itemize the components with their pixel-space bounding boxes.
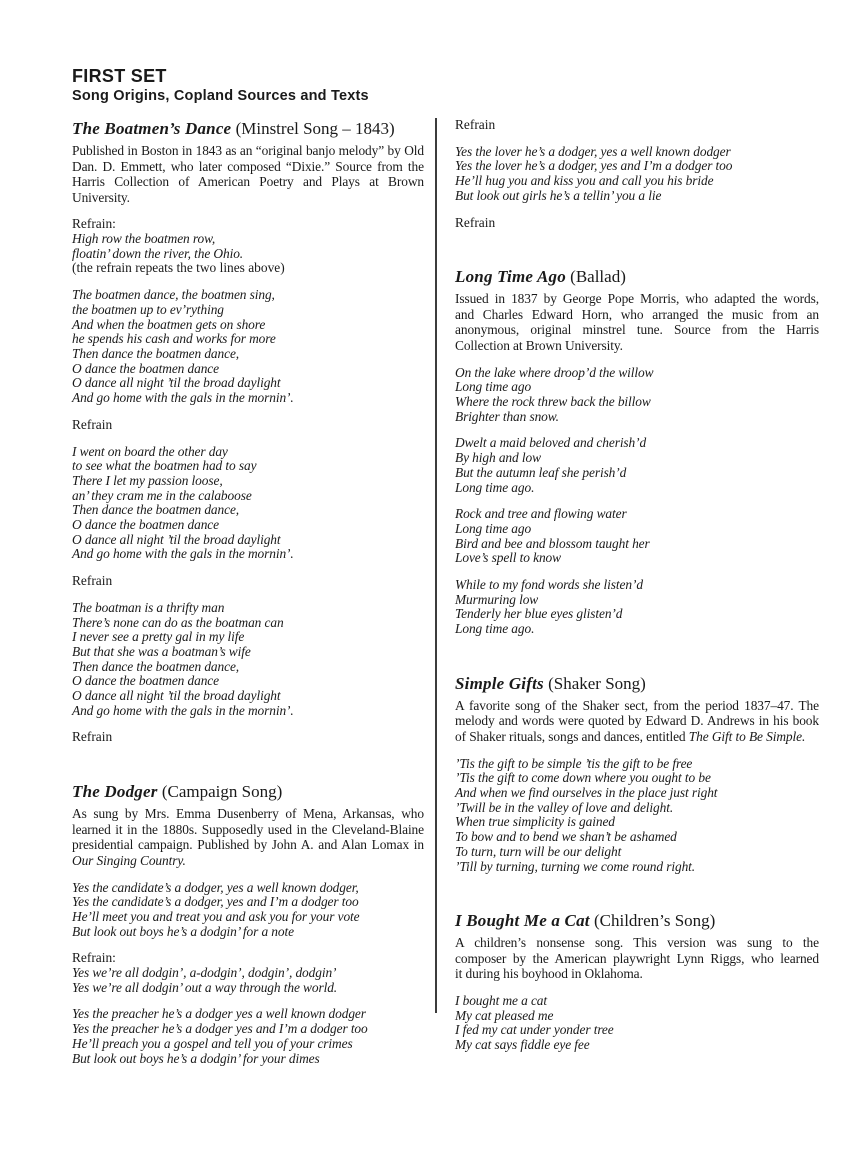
lyric-line: O dance the boatmen dance xyxy=(72,673,219,689)
lyric-stanza xyxy=(72,288,424,406)
source-note-line xyxy=(455,291,819,307)
lyric-line: Rock and tree and flowing water xyxy=(455,506,627,522)
lyric-line: Then dance the boatmen dance, xyxy=(72,346,240,361)
text-run: presidential campaign. Published by John A. and Alan Lomax in xyxy=(72,837,424,853)
source-note xyxy=(72,143,424,205)
refrain-marker xyxy=(455,118,819,133)
lyric-line: Yes we’re all dodgin’ out a way through the world. xyxy=(72,979,338,995)
lyric-line: I went on board the other day xyxy=(72,443,228,459)
lyric-line: And when we find ourselves in the place just right xyxy=(455,785,718,801)
song-type-text: (Children’s Song) xyxy=(589,911,716,931)
source-note-line xyxy=(455,307,819,323)
text-run: Harris Collection of American Poetry and Plays at Brown University. xyxy=(72,174,424,205)
text-run: Collection at Brown University. xyxy=(455,338,623,353)
source-note xyxy=(455,935,819,982)
refrain-label: Refrain xyxy=(455,214,496,230)
italic-run: Our Singing Country. xyxy=(72,852,186,868)
source-note-line xyxy=(455,951,819,967)
refrain-label: Refrain xyxy=(72,416,113,432)
lyric-line: ’Twill be in the valley of love and delight. xyxy=(455,799,674,815)
lyric-line: Yes the candidate’s a dodger, yes a well known dodger, xyxy=(72,879,359,895)
lyric-line: ’Tis the gift to be simple ’tis the gift to be free xyxy=(455,755,693,771)
lyric-line: the boatmen up to ev’rything xyxy=(72,301,224,317)
lyric-line: By high and low xyxy=(455,450,541,466)
lyric-line: The boatmen dance, the boatmen sing, xyxy=(72,287,275,303)
lyric-line: The boatman is a thrifty man xyxy=(72,599,225,615)
source-note-line xyxy=(455,966,819,982)
lyric-line: Yes we’re all dodgin’, a-dodgin’, dodgin’, dodgin’ xyxy=(72,965,337,981)
lyric-line: Long time ago. xyxy=(455,479,535,495)
refrain-label: Refrain xyxy=(455,117,496,132)
song-type-text: (Minstrel Song – 1843) xyxy=(231,119,395,138)
lyric-stanza xyxy=(455,507,819,566)
source-note-line xyxy=(72,174,424,205)
source-note-line xyxy=(455,698,819,714)
lyric-line: But that she was a boatman’s wife xyxy=(72,643,251,659)
lyric-line: But look out boys he’s a dodgin’ for a note xyxy=(72,923,294,939)
refrain-marker xyxy=(72,574,424,589)
source-note xyxy=(455,698,819,745)
lyric-line: And go home with the gals in the mornin’. xyxy=(72,390,294,406)
lyric-line: Long time ago xyxy=(455,379,532,395)
text-run: melody and words were quoted by Edward D. Andrews in his book xyxy=(455,713,819,729)
lyric-line: Then dance the boatmen dance, xyxy=(72,658,240,674)
lyric-line: To turn, turn will be our delight xyxy=(455,843,622,859)
lyric-stanza xyxy=(455,994,819,1053)
left-column xyxy=(72,118,424,1066)
lyric-stanza xyxy=(455,578,819,637)
source-note-line xyxy=(455,338,819,354)
lyric-stanza xyxy=(455,145,819,204)
source-note-line xyxy=(72,159,424,175)
lyric-line: I fed my cat under yonder tree xyxy=(455,1022,614,1038)
lyric-line: My cat says fiddle eye fee xyxy=(455,1037,590,1053)
song-type-text: (Campaign Song) xyxy=(157,782,283,802)
lyric-line: an’ they cram me in the calaboose xyxy=(72,487,252,503)
lyric-line: My cat pleased me xyxy=(455,1007,554,1023)
refrain-marker xyxy=(72,730,424,745)
lyric-line: Where the rock threw back the billow xyxy=(455,394,651,409)
lyric-stanza xyxy=(72,1007,424,1066)
text-run: A favorite song of the Shaker sect, from the period 1837–47. The xyxy=(455,697,819,713)
text-run: and Charles Edward Horn, who arranged the music from an xyxy=(455,306,819,322)
lyric-stanza xyxy=(455,366,819,425)
source-note-line xyxy=(72,806,424,822)
lyric-line: But look out boys he’s a dodgin’ for your dimes xyxy=(72,1050,320,1066)
refrain-label: (the refrain repeats the two lines above) xyxy=(72,260,285,276)
lyric-line: O dance the boatmen dance xyxy=(72,517,219,533)
lyric-line: While to my fond words she listen’d xyxy=(455,577,643,593)
source-note-line xyxy=(72,837,424,853)
text-run: Issued in 1837 by George Pope Morris, who adapted the words, xyxy=(455,291,819,307)
lyric-line: to see what the boatmen had to say xyxy=(72,458,257,474)
lyric-line: Tenderly her blue eyes glisten’d xyxy=(455,606,623,622)
text-run: anonymous, original minstrel tune. Source from the Harris xyxy=(455,322,819,338)
refrain-label: Refrain: xyxy=(72,216,116,232)
lyric-line: Brighter than snow. xyxy=(455,408,559,424)
right-column xyxy=(455,118,819,1053)
lyric-line: I never see a pretty gal in my life xyxy=(72,629,245,645)
song-heading xyxy=(455,266,819,287)
source-note-line xyxy=(72,822,424,838)
song-type-text: (Ballad) xyxy=(565,267,626,287)
refrain-label: Refrain xyxy=(72,573,113,589)
lyric-line: And go home with the gals in the mornin’. xyxy=(72,546,294,562)
page-title: FIRST SET xyxy=(72,66,167,86)
page-subtitle: Song Origins, Copland Sources and Texts xyxy=(72,88,369,104)
two-column-layout xyxy=(72,118,819,1066)
lyric-line: he spends his cash and works for more xyxy=(72,331,276,347)
lyric-line: Then dance the boatmen dance, xyxy=(72,502,240,518)
lyric-line: Dwelt a maid beloved and cherish’d xyxy=(455,435,647,451)
lyric-line: Yes the preacher he’s a dodger yes a well known dodger xyxy=(72,1006,366,1022)
text-run: A children’s nonsense song. This version was sung to the xyxy=(455,935,819,951)
lyric-line: To bow and to bend we shan’t be ashamed xyxy=(455,829,677,845)
lyric-line: He’ll hug you and kiss you and call you his bride xyxy=(455,173,714,189)
lyric-line: High row the boatmen row, xyxy=(72,231,216,247)
refrain-label: Refrain xyxy=(72,729,113,745)
lyric-line: There I let my passion loose, xyxy=(72,472,223,488)
lyric-stanza xyxy=(455,757,819,875)
source-note-line xyxy=(455,729,819,745)
lyric-line: And go home with the gals in the mornin’. xyxy=(72,702,294,718)
lyric-stanza xyxy=(72,601,424,719)
song-heading xyxy=(72,781,424,802)
song-title-text: The Boatmen’s Dance xyxy=(72,119,232,138)
lyric-line: Yes the preacher he’s a dodger yes and I’m a dodger too xyxy=(72,1021,368,1037)
source-note xyxy=(455,291,819,353)
song-title-text: Long Time Ago xyxy=(455,267,566,287)
source-note-line xyxy=(455,713,819,729)
song-type-text: (Shaker Song) xyxy=(543,673,646,693)
text-run: Published in Boston in 1843 as an “original banjo melody” by Old xyxy=(72,143,424,158)
lyric-stanza xyxy=(72,445,424,563)
song-heading xyxy=(72,118,424,139)
lyric-line: He’ll meet you and treat you and ask you for your vote xyxy=(72,908,360,924)
text-run: Dan. D. Emmett, who later composed “Dixie.” Source from the xyxy=(72,158,424,174)
lyric-line: O dance all night ’til the broad daylight xyxy=(72,531,281,547)
refrain-marker xyxy=(72,418,424,433)
lyric-line: Long time ago xyxy=(455,520,532,536)
lyric-line: floatin’ down the river, the Ohio. xyxy=(72,245,244,261)
page-header xyxy=(72,66,369,105)
song-title-text: Simple Gifts xyxy=(455,673,544,693)
refrain-marker xyxy=(455,216,819,231)
lyric-line: And when the boatmen gets on shore xyxy=(72,316,266,332)
lyric-line: On the lake where droop’d the willow xyxy=(455,364,654,380)
lyric-line: Murmuring low xyxy=(455,591,539,607)
lyric-line: ’Till by turning, turning we come round right. xyxy=(455,858,696,874)
lyric-stanza xyxy=(72,881,424,940)
lyric-line: O dance all night ’til the broad daylight xyxy=(72,375,281,391)
lyric-line: Yes the lover he’s a dodger, yes a well known dodger xyxy=(455,143,731,159)
lyric-line: O dance the boatmen dance xyxy=(72,360,219,376)
lyric-line: O dance all night ’til the broad daylight xyxy=(72,688,281,704)
text-run: it during his boyhood in Oklahoma. xyxy=(455,966,643,982)
italic-run: The Gift to Be Simple. xyxy=(688,729,806,745)
lyric-line: Yes the candidate’s a dodger, yes and I’m a dodger too xyxy=(72,894,359,910)
text-run: of Shaker rituals, songs and dances, entitled xyxy=(455,729,689,745)
source-note-line xyxy=(72,853,424,869)
lyric-stanza xyxy=(72,217,424,276)
lyric-line: Long time ago. xyxy=(455,621,535,637)
lyric-line: But look out girls he’s a tellin’ you a lie xyxy=(455,187,662,203)
lyric-line: ’Tis the gift to come down where you ought to be xyxy=(455,770,711,786)
source-note-line xyxy=(455,935,819,951)
text-run: composer by the American playwright Lynn Riggs, who learned xyxy=(455,950,819,966)
source-note xyxy=(72,806,424,868)
source-note-line xyxy=(72,143,424,159)
song-title-text: I Bought Me a Cat xyxy=(455,911,590,931)
source-note-line xyxy=(455,322,819,338)
song-heading xyxy=(455,910,819,931)
text-run: learned it in the 1880s. Supposedly used in the Cleveland-Blaine xyxy=(72,821,424,837)
lyric-line: Love’s spell to know xyxy=(455,550,561,566)
lyric-line: I bought me a cat xyxy=(455,993,548,1009)
lyric-line: There’s none can do as the boatman can xyxy=(72,614,284,630)
lyric-line: Bird and bee and blossom taught her xyxy=(455,535,650,551)
lyric-line: But the autumn leaf she perish’d xyxy=(455,464,627,480)
lyric-stanza xyxy=(455,436,819,495)
text-run: As sung by Mrs. Emma Dusenberry of Mena, Arkansas, who xyxy=(72,806,424,822)
song-title-text: The Dodger xyxy=(72,782,158,802)
column-divider-rule xyxy=(435,118,437,1013)
lyric-line: Yes the lover he’s a dodger, yes and I’m a dodger too xyxy=(455,158,733,174)
refrain-label: Refrain: xyxy=(72,950,116,966)
lyric-stanza xyxy=(72,951,424,995)
lyric-line: When true simplicity is gained xyxy=(455,814,615,830)
song-heading xyxy=(455,673,819,694)
lyric-line: He’ll preach you a gospel and tell you of your crimes xyxy=(72,1035,353,1051)
